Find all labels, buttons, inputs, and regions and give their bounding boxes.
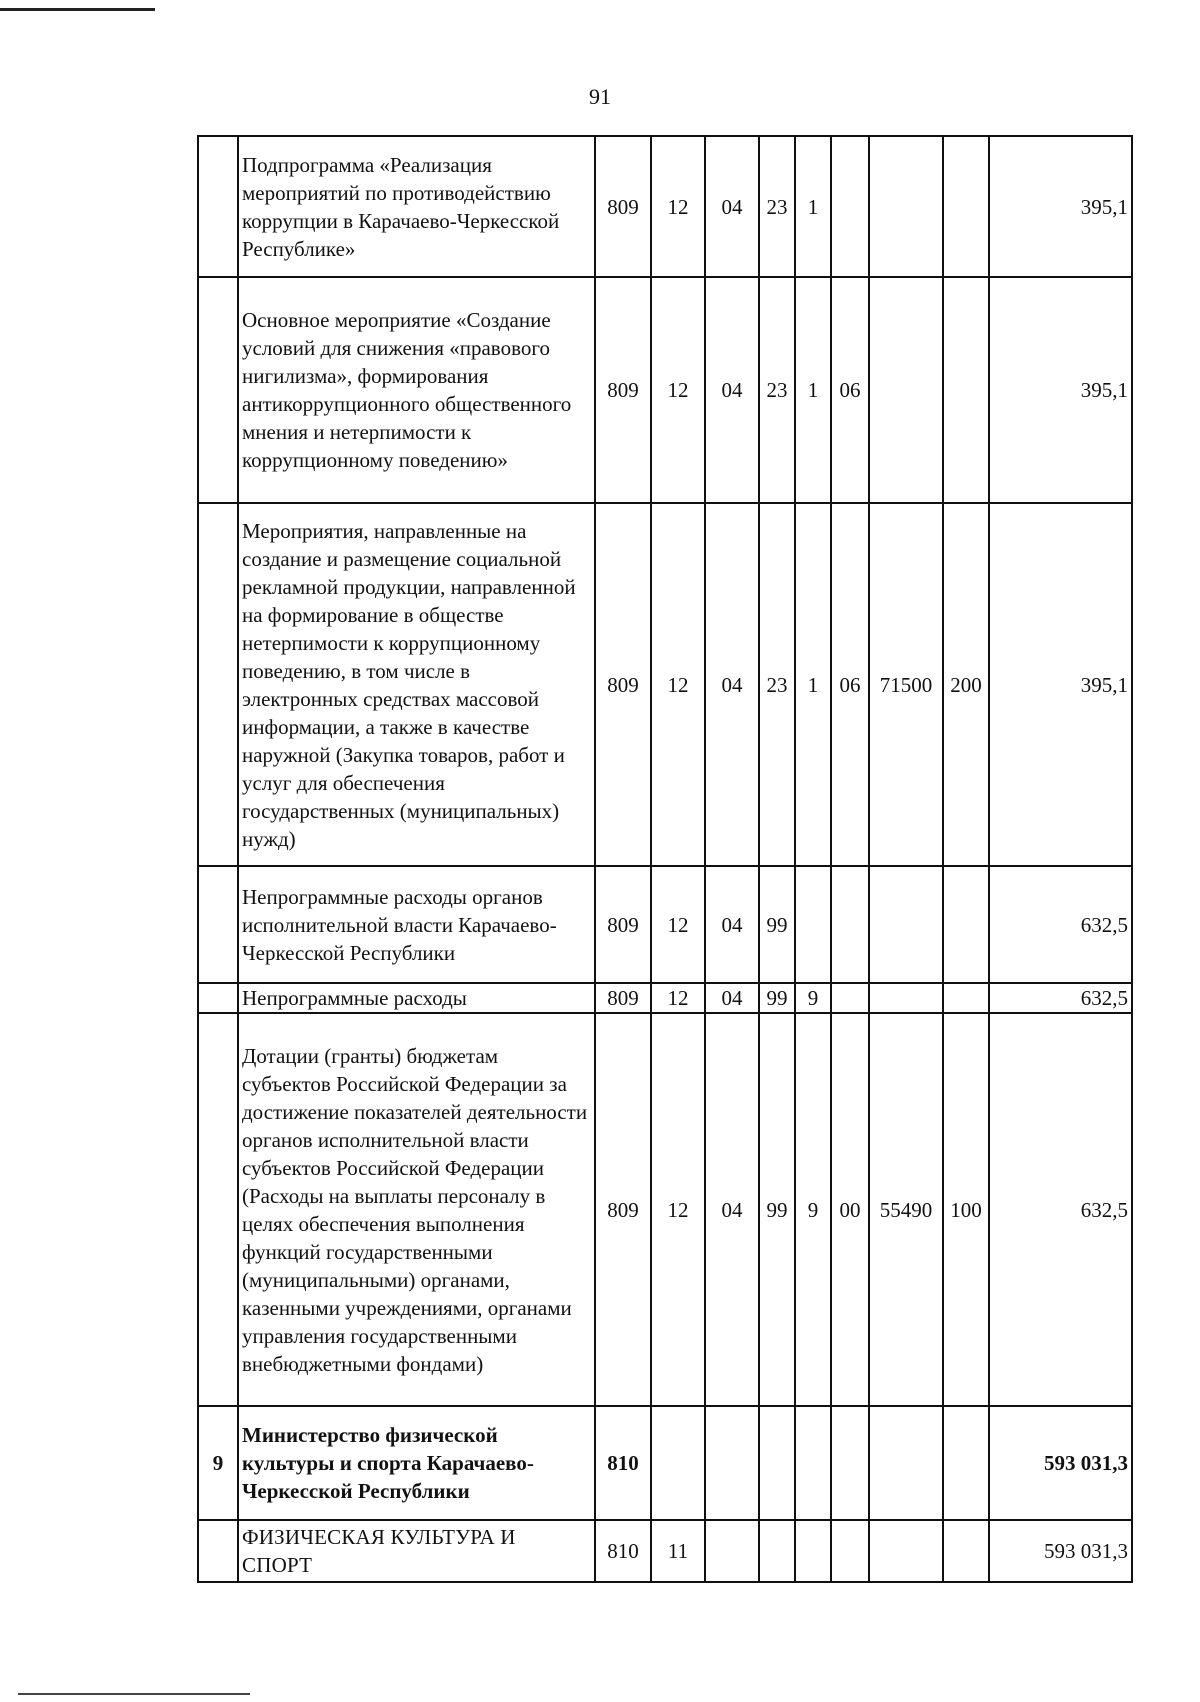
program-code: 23 <box>759 277 795 503</box>
page-number: 91 <box>589 84 611 109</box>
direction-code <box>869 1406 943 1520</box>
table-row <box>198 1013 1132 1406</box>
budget-table <box>197 135 1133 1583</box>
ministry-code: 809 <box>595 136 651 277</box>
subsection-code: 04 <box>705 136 759 277</box>
row-number <box>198 136 238 277</box>
subsection-code: 04 <box>705 866 759 983</box>
subsection-code: 04 <box>705 503 759 866</box>
subsection-code: 04 <box>705 277 759 503</box>
expense-type-code <box>943 277 989 503</box>
table-row <box>198 503 1132 866</box>
section-code: 12 <box>651 866 705 983</box>
direction-code <box>869 1520 943 1582</box>
expense-type-code <box>943 136 989 277</box>
expense-type-code <box>943 866 989 983</box>
subprogram-code: 1 <box>795 503 831 866</box>
expense-type-code <box>943 983 989 1013</box>
amount: 632,5 <box>989 1013 1132 1406</box>
ministry-code: 810 <box>595 1406 651 1520</box>
program-code <box>759 1406 795 1520</box>
direction-code: 71500 <box>869 503 943 866</box>
table-row <box>198 983 1132 1013</box>
subprogram-code <box>795 866 831 983</box>
row-number <box>198 983 238 1013</box>
subsection-code <box>705 1406 759 1520</box>
amount: 395,1 <box>989 503 1132 866</box>
direction-code <box>869 866 943 983</box>
amount: 593 031,3 <box>989 1520 1132 1582</box>
row-number <box>198 866 238 983</box>
subprogram-code <box>795 1520 831 1582</box>
subprogram-code: 1 <box>795 277 831 503</box>
program-code: 99 <box>759 866 795 983</box>
ministry-code: 809 <box>595 1013 651 1406</box>
activity-code <box>831 1520 869 1582</box>
table-row <box>198 1406 1132 1520</box>
ministry-code: 809 <box>595 503 651 866</box>
subprogram-code: 9 <box>795 983 831 1013</box>
section-code: 12 <box>651 503 705 866</box>
row-name: Основное мероприятие «Создание условий для снижения «правового нигилизма», формирования антикоррупционного общественного мнения и нетерпимости к коррупционному поведению» <box>238 277 595 503</box>
amount: 593 031,3 <box>989 1406 1132 1520</box>
section-code: 12 <box>651 983 705 1013</box>
expense-type-code <box>943 1520 989 1582</box>
table-row <box>198 866 1132 983</box>
row-name: Мероприятия, направленные на создание и размещение социальной рекламной продукции, направленной на формирование в обществе нетерпимости к коррупционному поведению, в том числе в электронных средствах массовой информации, а также в качестве наружной (Закупка товаров, работ и услуг для обеспечения государственных (муниципальных) нужд) <box>238 503 595 866</box>
activity-code <box>831 1406 869 1520</box>
activity-code: 06 <box>831 277 869 503</box>
activity-code <box>831 983 869 1013</box>
direction-code <box>869 983 943 1013</box>
expense-type-code <box>943 1406 989 1520</box>
program-code: 99 <box>759 983 795 1013</box>
table-row <box>198 277 1132 503</box>
table-row <box>198 136 1132 277</box>
table-row <box>198 1520 1132 1582</box>
program-code: 99 <box>759 1013 795 1406</box>
row-name: Непрограммные расходы органов исполнительной власти Карачаево-Черкесской Республики <box>238 866 595 983</box>
section-code <box>651 1406 705 1520</box>
subprogram-code <box>795 1406 831 1520</box>
section-code: 11 <box>651 1520 705 1582</box>
row-number <box>198 1520 238 1582</box>
activity-code <box>831 866 869 983</box>
row-number <box>198 277 238 503</box>
row-name: Подпрограмма «Реализация мероприятий по противодействию коррупции в Карачаево-Черкесской Республике» <box>238 136 595 277</box>
subprogram-code: 9 <box>795 1013 831 1406</box>
row-number: 9 <box>198 1406 238 1520</box>
row-number <box>198 503 238 866</box>
section-code: 12 <box>651 1013 705 1406</box>
subprogram-code: 1 <box>795 136 831 277</box>
direction-code <box>869 136 943 277</box>
subsection-code: 04 <box>705 1013 759 1406</box>
subsection-code: 04 <box>705 983 759 1013</box>
section-code: 12 <box>651 136 705 277</box>
expense-type-code: 100 <box>943 1013 989 1406</box>
row-name: ФИЗИЧЕСКАЯ КУЛЬТУРА И СПОРТ <box>238 1520 595 1582</box>
scan-edge-line-top <box>0 8 155 11</box>
scan-edge-line-bottom <box>18 1693 250 1695</box>
row-number <box>198 1013 238 1406</box>
direction-code: 55490 <box>869 1013 943 1406</box>
row-name: Дотации (гранты) бюджетам субъектов Российской Федерации за достижение показателей деятельности органов исполнительной власти субъектов Российской Федерации (Расходы на выплаты персоналу в целях обеспечения выполнения функций государственными (муниципальными) органами, казенными учреждениями, органами управления государственными внебюджетными фондами) <box>238 1013 595 1406</box>
section-code: 12 <box>651 277 705 503</box>
direction-code <box>869 277 943 503</box>
activity-code <box>831 136 869 277</box>
activity-code: 06 <box>831 503 869 866</box>
ministry-code: 810 <box>595 1520 651 1582</box>
program-code: 23 <box>759 503 795 866</box>
activity-code: 00 <box>831 1013 869 1406</box>
program-code: 23 <box>759 136 795 277</box>
amount: 395,1 <box>989 277 1132 503</box>
ministry-code: 809 <box>595 277 651 503</box>
row-name: Министерство физической культуры и спорта Карачаево-Черкесской Республики <box>238 1406 595 1520</box>
subsection-code <box>705 1520 759 1582</box>
amount: 632,5 <box>989 866 1132 983</box>
ministry-code: 809 <box>595 866 651 983</box>
amount: 395,1 <box>989 136 1132 277</box>
amount: 632,5 <box>989 983 1132 1013</box>
program-code <box>759 1520 795 1582</box>
expense-type-code: 200 <box>943 503 989 866</box>
ministry-code: 809 <box>595 983 651 1013</box>
row-name: Непрограммные расходы <box>238 983 595 1013</box>
